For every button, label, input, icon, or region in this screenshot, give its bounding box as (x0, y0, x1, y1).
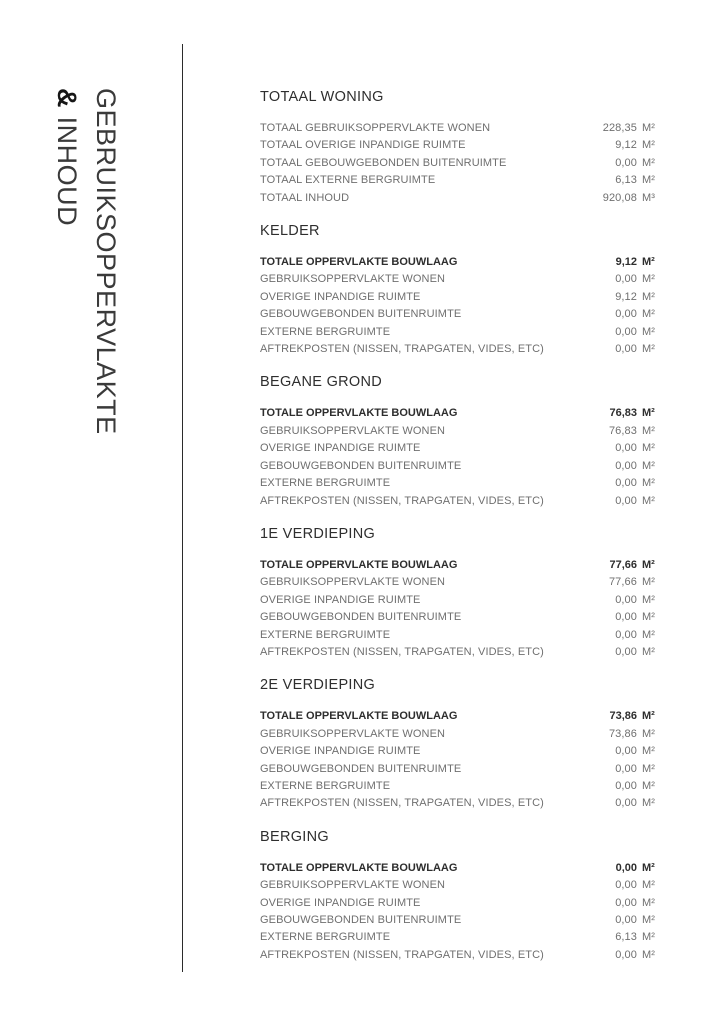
row-unit: M² (642, 174, 656, 187)
row-label: AFTREKPOSTEN (NISSEN, TRAPGATEN, VIDES, ETC) (260, 948, 544, 961)
sidebar-title-line2-text: INHOUD (52, 116, 82, 227)
table-row (260, 609, 660, 626)
row-value: 0,00 (615, 308, 637, 321)
row-value: 0,00 (615, 779, 637, 792)
row-label: TOTALE OPPERVLAKTE BOUWLAAG (260, 256, 458, 269)
sidebar-title-line1: GEBRUIKSOPPERVLAKTE (91, 88, 121, 435)
report-section (260, 678, 660, 812)
row-label: AFTREKPOSTEN (NISSEN, TRAPGATEN, VIDES, ETC) (260, 797, 544, 810)
section-rows (260, 254, 660, 358)
row-value: 0,00 (615, 879, 637, 892)
row-label: GEBOUWGEBONDEN BUITENRUIMTE (260, 914, 462, 926)
row-value: 0,00 (615, 762, 637, 775)
row-value: 0,00 (615, 861, 637, 874)
row-label: OVERIGE INPANDIGE RUIMTE (260, 745, 421, 758)
row-label: OVERIGE INPANDIGE RUIMTE (260, 896, 421, 909)
row-value: 0,00 (615, 343, 637, 356)
row-label: GEBRUIKSOPPERVLAKTE WONEN (260, 879, 446, 892)
section-rows (260, 120, 660, 207)
row-unit: M² (642, 645, 656, 658)
row-label: AFTREKPOSTEN (NISSEN, TRAPGATEN, VIDES, ETC) (260, 645, 544, 658)
table-row (260, 306, 660, 323)
row-value: 0,00 (615, 914, 637, 926)
table-row (260, 423, 660, 440)
row-unit: M² (642, 122, 656, 134)
row-unit: M² (642, 593, 656, 606)
row-value: 73,86 (608, 727, 637, 740)
row-label: GEBRUIKSOPPERVLAKTE WONEN (260, 727, 446, 740)
table-row (260, 120, 660, 137)
report-section (260, 224, 660, 358)
table-row (260, 627, 660, 644)
report-section (260, 830, 660, 964)
row-unit: M² (642, 273, 656, 286)
row-value: 0,00 (615, 745, 637, 758)
row-value: 0,00 (615, 948, 637, 961)
row-label: GEBOUWGEBONDEN BUITENRUIMTE (260, 611, 462, 624)
table-row (260, 877, 660, 894)
row-label: GEBRUIKSOPPERVLAKTE WONEN (260, 424, 446, 437)
row-unit: M² (642, 308, 656, 321)
row-label: TOTAAL EXTERNE BERGRUIMTE (260, 174, 436, 187)
table-row (260, 289, 660, 306)
row-value: 0,00 (615, 459, 637, 472)
row-unit: M² (642, 611, 656, 624)
table-row (260, 761, 660, 778)
row-unit: M² (642, 343, 656, 356)
table-row (260, 155, 660, 172)
row-value: 0,00 (615, 797, 637, 810)
row-unit: M² (642, 931, 656, 944)
row-unit: M² (642, 879, 656, 892)
row-unit: M² (642, 407, 655, 420)
row-unit: M² (642, 256, 655, 269)
table-row (260, 190, 660, 207)
row-unit: M² (642, 896, 656, 909)
row-value: 9,12 (615, 139, 637, 152)
row-value: 73,86 (609, 710, 637, 723)
table-row (260, 795, 660, 812)
row-value: 0,00 (615, 645, 637, 658)
row-value: 9,12 (615, 290, 637, 303)
row-value: 76,83 (608, 424, 637, 437)
section-title: 1E VERDIEPING (260, 525, 376, 542)
section-title: TOTAAL WONING (260, 89, 384, 105)
row-value: 0,00 (615, 273, 637, 286)
row-unit: M² (642, 325, 656, 338)
row-label: EXTERNE BERGRUIMTE (260, 931, 391, 944)
table-row (260, 254, 660, 271)
report-section (260, 375, 660, 509)
table-row (260, 929, 660, 946)
row-unit: M² (642, 290, 656, 303)
row-unit: M² (642, 762, 656, 775)
table-row (260, 172, 660, 189)
row-label: GEBRUIKSOPPERVLAKTE WONEN (260, 273, 446, 286)
row-label: GEBRUIKSOPPERVLAKTE WONEN (260, 576, 446, 589)
row-label: GEBOUWGEBONDEN BUITENRUIMTE (260, 762, 462, 775)
table-row (260, 726, 660, 743)
row-label: EXTERNE BERGRUIMTE (260, 628, 391, 641)
row-unit: M² (642, 779, 656, 792)
row-unit: M³ (642, 191, 656, 204)
row-label: TOTALE OPPERVLAKTE BOUWLAAG (260, 407, 458, 420)
row-unit: M² (642, 156, 656, 169)
row-value: 9,12 (615, 256, 637, 269)
row-label: GEBOUWGEBONDEN BUITENRUIMTE (260, 459, 462, 472)
section-title: BEGANE GROND (260, 374, 383, 391)
row-label: GEBOUWGEBONDEN BUITENRUIMTE (260, 308, 462, 321)
row-label: EXTERNE BERGRUIMTE (260, 325, 391, 338)
row-value: 6,13 (615, 931, 637, 944)
row-unit: M² (642, 477, 656, 490)
section-title: BERGING (260, 828, 329, 845)
row-label: TOTAAL GEBOUWGEBONDEN BUITENRUIMTE (260, 156, 507, 169)
row-value: 0,00 (615, 477, 637, 490)
row-label: TOTAAL GEBRUIKSOPPERVLAKTE WONEN (260, 122, 491, 134)
row-label: OVERIGE INPANDIGE RUIMTE (260, 593, 421, 606)
row-label: OVERIGE INPANDIGE RUIMTE (260, 290, 421, 303)
report-section (260, 90, 660, 207)
row-value: 77,66 (609, 558, 637, 571)
section-title: 2E VERDIEPING (260, 677, 376, 694)
row-label: AFTREKPOSTEN (NISSEN, TRAPGATEN, VIDES, ETC) (260, 494, 544, 507)
row-value: 0,00 (615, 156, 637, 169)
row-unit: M² (642, 745, 656, 758)
row-label: TOTALE OPPERVLAKTE BOUWLAAG (260, 861, 458, 874)
row-label: EXTERNE BERGRUIMTE (260, 477, 391, 490)
row-value: 77,66 (608, 576, 637, 589)
section-rows (260, 405, 660, 509)
row-unit: M² (642, 442, 656, 455)
row-unit: M² (642, 948, 656, 961)
row-unit: M² (642, 861, 655, 874)
section-title: KELDER (260, 223, 320, 240)
row-value: 6,13 (615, 174, 637, 187)
ampersand-glyph: & (52, 88, 82, 108)
row-unit: M² (642, 139, 656, 152)
table-row (260, 271, 660, 288)
table-row (260, 912, 660, 929)
table-row (260, 475, 660, 492)
row-value: 0,00 (615, 442, 637, 455)
row-unit: M² (642, 424, 656, 437)
table-row (260, 405, 660, 422)
row-label: TOTALE OPPERVLAKTE BOUWLAAG (260, 710, 458, 723)
table-row (260, 592, 660, 609)
table-row (260, 708, 660, 725)
section-rows (260, 557, 660, 661)
table-row (260, 137, 660, 154)
table-row (260, 324, 660, 341)
row-value: 0,00 (615, 593, 637, 606)
row-label: EXTERNE BERGRUIMTE (260, 779, 391, 792)
vertical-divider-rule (182, 44, 183, 972)
row-label: TOTALE OPPERVLAKTE BOUWLAAG (260, 558, 458, 571)
table-row (260, 574, 660, 591)
row-value: 0,00 (615, 611, 637, 624)
row-unit: M² (642, 576, 656, 589)
area-report-content (260, 90, 660, 981)
row-unit: M² (642, 558, 655, 571)
row-label: OVERIGE INPANDIGE RUIMTE (260, 442, 421, 455)
row-value: 228,35 (602, 122, 637, 134)
table-row (260, 743, 660, 760)
row-value: 0,00 (615, 896, 637, 909)
row-value: 0,00 (615, 325, 637, 338)
row-unit: M² (642, 494, 656, 507)
section-rows (260, 708, 660, 812)
row-label: AFTREKPOSTEN (NISSEN, TRAPGATEN, VIDES, ETC) (260, 343, 544, 356)
table-row (260, 557, 660, 574)
table-row (260, 860, 660, 877)
row-unit: M² (642, 727, 656, 740)
table-row (260, 895, 660, 912)
row-unit: M² (642, 628, 656, 641)
row-label: TOTAAL INHOUD (260, 191, 350, 204)
row-value: 76,83 (609, 407, 637, 420)
row-unit: M² (642, 710, 655, 723)
table-row (260, 341, 660, 358)
report-section (260, 527, 660, 661)
row-label: TOTAAL OVERIGE INPANDIGE RUIMTE (260, 139, 466, 152)
row-value: 0,00 (615, 494, 637, 507)
table-row (260, 644, 660, 661)
sidebar-vertical-title (47, 88, 125, 435)
table-row (260, 778, 660, 795)
table-row (260, 440, 660, 457)
sidebar-title-line2 (47, 88, 86, 435)
section-rows (260, 860, 660, 964)
row-unit: M² (642, 459, 656, 472)
table-row (260, 493, 660, 510)
row-unit: M² (642, 914, 656, 926)
table-row (260, 947, 660, 964)
row-value: 920,08 (602, 191, 637, 204)
table-row (260, 458, 660, 475)
row-unit: M² (642, 797, 656, 810)
row-value: 0,00 (615, 628, 637, 641)
